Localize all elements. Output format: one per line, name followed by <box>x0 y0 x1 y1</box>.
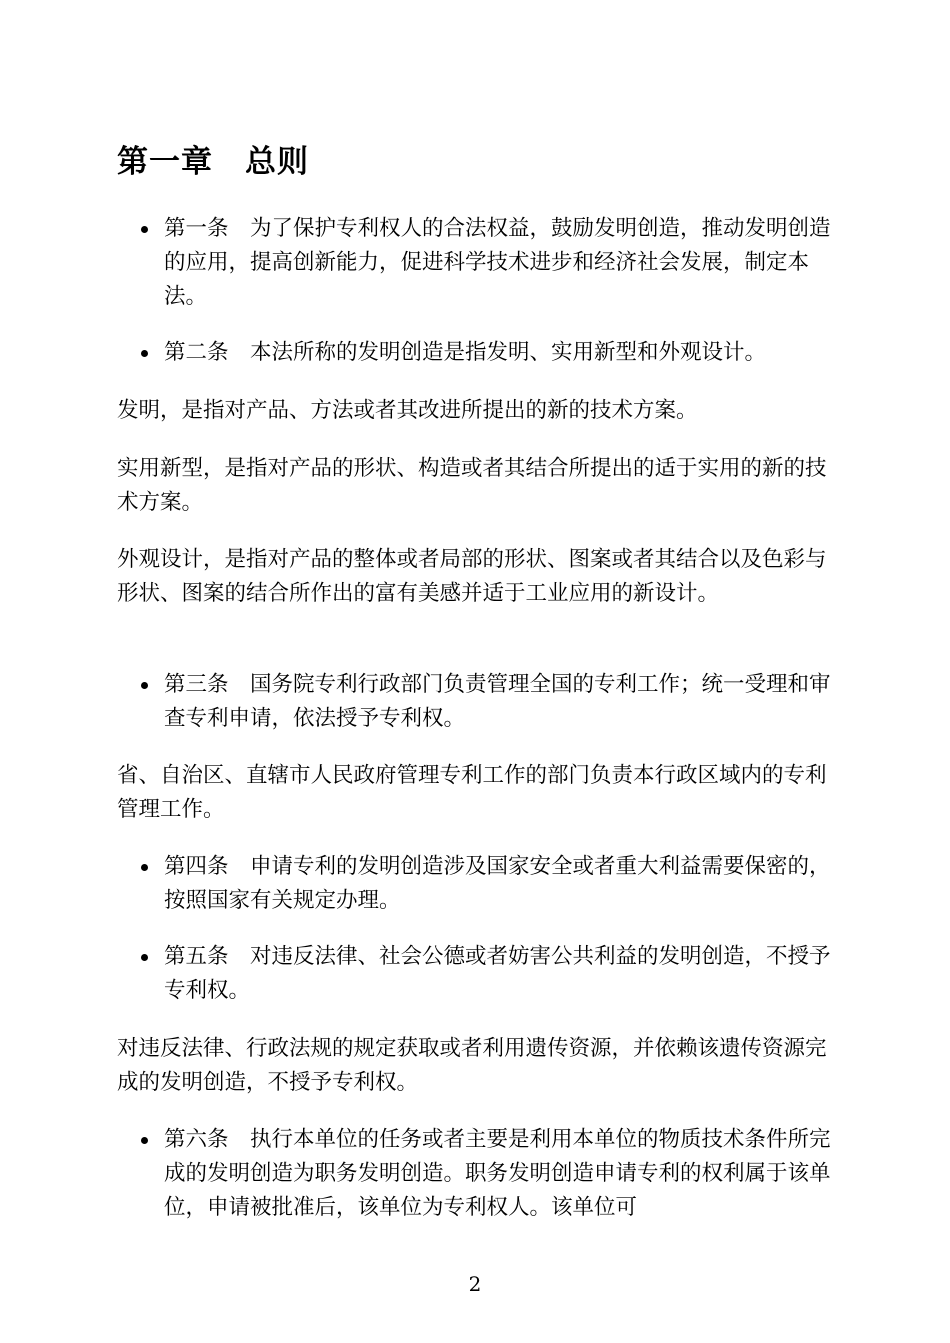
article-2 <box>117 336 837 370</box>
article-text: 为了保护专利权人的合法权益，鼓励发明创造，推动发明创造的应用，提高创新能力，促进科学技术进步和经济社会发展，制定本法。 <box>164 216 831 309</box>
article-4 <box>117 850 837 918</box>
article-text: 对违反法律、社会公德或者妨害公共利益的发明创造，不授予专利权。 <box>164 944 831 1003</box>
paragraph: 实用新型，是指对产品的形状、构造或者其结合所提出的适于实用的新的技术方案。 <box>117 456 827 515</box>
article-number: 第二条 <box>164 340 251 365</box>
article-6 <box>117 1123 837 1225</box>
article-number: 第五条 <box>164 944 251 969</box>
bullet-icon <box>141 226 148 233</box>
paragraph: 发明，是指对产品、方法或者其改进所提出的新的技术方案。 <box>117 398 698 423</box>
article-3 <box>117 668 837 736</box>
bullet-icon <box>141 1137 148 1144</box>
article-number: 第四条 <box>164 854 251 879</box>
chapter-title: 第一章 总则 <box>117 144 309 180</box>
article-text: 国务院专利行政部门负责管理全国的专利工作；统一受理和审查专利申请，依法授予专利权。 <box>164 672 831 731</box>
bullet-icon <box>141 682 148 689</box>
bullet-icon <box>141 864 148 871</box>
page-number: 2 <box>468 1272 482 1296</box>
article-text: 申请专利的发明创造涉及国家安全或者重大利益需要保密的，按照国家有关规定办理。 <box>164 854 831 913</box>
paragraph: 省、自治区、直辖市人民政府管理专利工作的部门负责本行政区域内的专利管理工作。 <box>117 763 827 822</box>
article-number: 第一条 <box>164 216 251 241</box>
bullet-icon <box>141 954 148 961</box>
article-number: 第六条 <box>164 1127 251 1152</box>
article-text: 本法所称的发明创造是指发明、实用新型和外观设计。 <box>250 340 767 365</box>
article-number: 第三条 <box>164 672 251 697</box>
article-1 <box>117 212 837 314</box>
article-text: 执行本单位的任务或者主要是利用本单位的物质技术条件所完成的发明创造为职务发明创造。职务发明创造申请专利的权利属于该单位，申请被批准后，该单位为专利权人。该单位可 <box>164 1127 831 1220</box>
bullet-icon <box>141 350 148 357</box>
paragraph: 对违反法律、行政法规的规定获取或者利用遗传资源，并依赖该遗传资源完成的发明创造，不授予专利权。 <box>117 1036 827 1095</box>
paragraph: 外观设计，是指对产品的整体或者局部的形状、图案或者其结合以及色彩与形状、图案的结合所作出的富有美感并适于工业应用的新设计。 <box>117 547 827 606</box>
article-5 <box>117 940 837 1008</box>
